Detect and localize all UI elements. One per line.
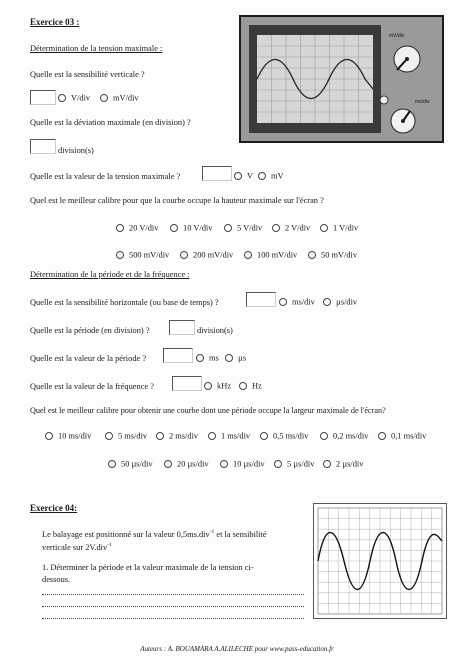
t-calibre-option[interactable]: 0,1 ms/div — [378, 431, 426, 441]
v-calibre-option[interactable]: 2 V/div — [272, 223, 310, 233]
scope-label-top: mV/div — [389, 33, 405, 39]
v-calibre-option[interactable]: 20 V/div — [116, 223, 158, 233]
radio-button[interactable] — [224, 224, 232, 232]
v-calibre-option[interactable]: 10 V/div — [170, 223, 212, 233]
t-calibre-option[interactable]: 10 µs/div — [220, 459, 265, 469]
t-calibre-option[interactable]: 5 µs/div — [274, 459, 314, 469]
radio-button[interactable] — [170, 224, 178, 232]
ex4-task-line-2: dessous. — [42, 575, 71, 584]
question-max-deviation: Quelle est la déviation maximale (en division) ? — [30, 118, 191, 127]
unit-option-hz[interactable]: Hz — [239, 381, 262, 391]
radio-button[interactable] — [234, 172, 242, 180]
v-calibre-option[interactable]: 1 V/div — [320, 223, 358, 233]
t-calibre-option[interactable]: 0,2 ms/div — [320, 431, 368, 441]
unit-option-msdiv[interactable]: ms/div — [279, 297, 315, 307]
radio-button[interactable] — [308, 251, 316, 259]
oscilloscope-image — [239, 15, 444, 143]
ex4-oscillogram — [313, 503, 447, 619]
unit-divisions-label: division(s) — [58, 146, 94, 155]
question-best-t-calibre: Quel est le meilleur calibre pour obtenir une courbe dont une période occupe la largeur maximale de l'écran? — [30, 406, 386, 415]
answer-line[interactable] — [42, 618, 304, 619]
radio-button[interactable] — [239, 382, 247, 390]
ex4-statement-line-1: Le balayage est positionné sur la valeur 0,5ms.div$^{-1}$ et la sensibilité — [42, 529, 267, 539]
radio-button[interactable] — [105, 432, 113, 440]
radio-button[interactable] — [196, 354, 204, 362]
unit-option-khz[interactable]: kHz — [204, 381, 231, 391]
question-period-divisions: Quelle est la période (en division) ? — [30, 326, 150, 335]
question-horizontal-sensitivity: Quelle est la sensibilité horizontale (ou base de temps) ? — [30, 298, 219, 307]
section-period-frequency-title: Détermination de la période et de la fréquence : — [30, 270, 190, 279]
period-divisions-input[interactable] — [169, 320, 195, 335]
radio-button[interactable] — [164, 460, 172, 468]
scope-label-bottom: ms/div — [415, 99, 430, 105]
t-calibre-option[interactable]: 50 µs/div — [108, 459, 153, 469]
unit-divisions-label: division(s) — [197, 326, 233, 335]
v-calibre-option[interactable]: 50 mV/div — [308, 250, 357, 260]
radio-button[interactable] — [116, 224, 124, 232]
v-calibre-option[interactable]: 100 mV/div — [244, 250, 297, 260]
answer-line[interactable] — [42, 594, 304, 595]
frequency-value-input[interactable] — [172, 376, 202, 391]
radio-button[interactable] — [274, 460, 282, 468]
radio-button[interactable] — [100, 94, 108, 102]
radio-button[interactable] — [272, 224, 280, 232]
unit-option-us[interactable]: µs — [225, 353, 246, 363]
radio-button[interactable] — [323, 460, 331, 468]
radio-button[interactable] — [45, 432, 53, 440]
radio-button[interactable] — [260, 432, 268, 440]
v-calibre-option[interactable]: 5 V/div — [224, 223, 262, 233]
unit-option-v[interactable]: V — [234, 171, 253, 181]
v-calibre-option[interactable]: 200 mV/div — [180, 250, 233, 260]
v-calibre-option[interactable]: 500 mV/div — [116, 250, 169, 260]
radio-button[interactable] — [220, 460, 228, 468]
unit-option-usdiv[interactable]: µs/div — [323, 297, 357, 307]
t-calibre-option[interactable]: 10 ms/div — [45, 431, 91, 441]
radio-button[interactable] — [180, 251, 188, 259]
question-period-value: Quelle est la valeur de la période ? — [30, 354, 147, 363]
radio-button[interactable] — [323, 298, 331, 306]
radio-button[interactable] — [208, 432, 216, 440]
question-vertical-sensitivity: Quelle est la sensibilité verticale ? — [30, 70, 145, 79]
max-voltage-input[interactable] — [202, 166, 232, 181]
radio-button[interactable] — [156, 432, 164, 440]
unit-option-mvdiv[interactable]: mV/div — [100, 93, 139, 103]
question-max-voltage: Quelle est la valeur de la tension maximale ? — [30, 172, 181, 181]
footer-credits: Auteurs : A. BOUAMARA A.ALILECHE pour www.pass-education.fr — [140, 645, 334, 653]
t-calibre-option[interactable]: 5 ms/div — [105, 431, 147, 441]
radio-button[interactable] — [320, 432, 328, 440]
unit-option-vdiv[interactable]: V/div — [58, 93, 90, 103]
question-best-v-calibre: Quel est le meilleur calibre pour que la courbe occupe la hauteur maximale sur l'écran ? — [30, 196, 324, 205]
t-calibre-option[interactable]: 2 µs/div — [323, 459, 363, 469]
radio-button[interactable] — [244, 251, 252, 259]
section-tension-max-title: Détermination de la tension maximale : — [30, 44, 163, 53]
radio-button[interactable] — [58, 94, 66, 102]
question-frequency-value: Quelle est la valeur de la fréquence ? — [30, 382, 154, 391]
ex4-statement-line-2: verticale sur 2V.div$^{-1}$ — [42, 542, 112, 552]
t-calibre-option[interactable]: 0,5 ms/div — [260, 431, 308, 441]
horizontal-sensitivity-input[interactable] — [246, 292, 276, 307]
max-deviation-input[interactable] — [30, 139, 56, 154]
small-knob — [380, 96, 388, 104]
t-calibre-option[interactable]: 2 ms/div — [156, 431, 198, 441]
radio-button[interactable] — [378, 432, 386, 440]
t-calibre-option[interactable]: 20 µs/div — [164, 459, 209, 469]
radio-button[interactable] — [204, 382, 212, 390]
radio-button[interactable] — [225, 354, 233, 362]
radio-button[interactable] — [258, 172, 266, 180]
unit-option-ms[interactable]: ms — [196, 353, 219, 363]
radio-button[interactable] — [108, 460, 116, 468]
exercise-4-title: Exercice 04: — [30, 503, 78, 513]
radio-button[interactable] — [279, 298, 287, 306]
unit-option-mv[interactable]: mV — [258, 171, 284, 181]
period-value-input[interactable] — [163, 348, 193, 363]
ex4-task-line-1: 1. Déterminer la période et la valeur maximale de la tension ci- — [42, 563, 254, 572]
answer-line[interactable] — [42, 606, 304, 607]
exercise-3-title: Exercice 03 : — [30, 17, 80, 27]
t-calibre-option[interactable]: 1 ms/div — [208, 431, 250, 441]
radio-button[interactable] — [116, 251, 124, 259]
vertical-sensitivity-input[interactable] — [30, 90, 56, 105]
radio-button[interactable] — [320, 224, 328, 232]
